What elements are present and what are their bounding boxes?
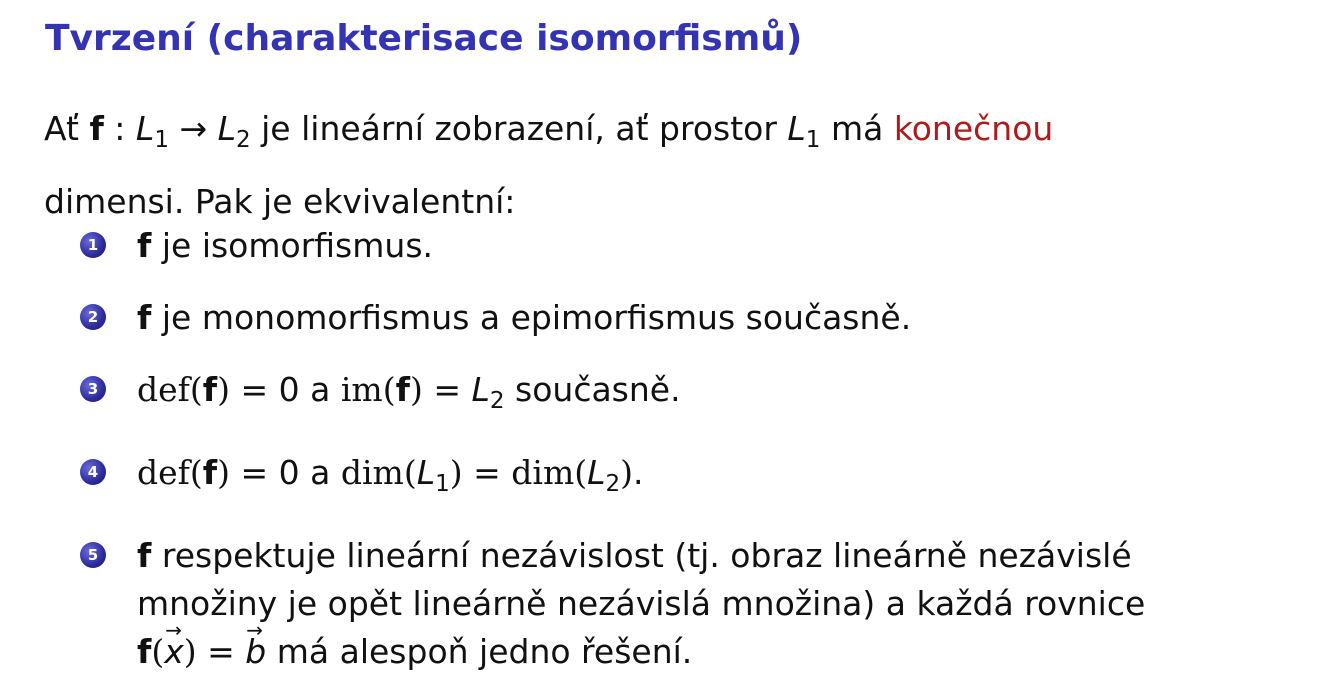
vector-x: → x xyxy=(164,628,184,676)
arrow: → xyxy=(179,109,208,148)
dim-operator: dim xyxy=(511,453,575,492)
list-item xyxy=(80,449,1300,508)
map-f: f xyxy=(137,536,152,575)
word-a: a xyxy=(310,453,331,492)
number-badge: 1 xyxy=(80,232,106,258)
space-l2 xyxy=(587,453,621,497)
equals-zero: = 0 xyxy=(240,453,300,492)
subscript: 1 xyxy=(435,471,450,497)
word-a: a xyxy=(310,370,331,409)
statement-text: je lineární zobrazení, ať prostor xyxy=(261,109,777,148)
def-operator: def xyxy=(137,453,190,492)
subscript: 2 xyxy=(236,127,251,153)
word-ma: má xyxy=(830,109,884,148)
paren: ( xyxy=(189,370,203,409)
paren: ) xyxy=(620,453,634,492)
paren: ) xyxy=(183,632,197,671)
list-item xyxy=(80,222,1300,270)
space-letter: L xyxy=(587,453,606,492)
map-f: f xyxy=(202,370,218,409)
map-f: f xyxy=(137,632,152,671)
subscript: 2 xyxy=(489,388,505,414)
paren: ( xyxy=(574,453,588,492)
dim-operator: dim xyxy=(340,453,404,492)
item-text: je monomorfismus a epimorfismus současně. xyxy=(161,298,912,337)
space-l1 xyxy=(416,453,450,497)
item-text: respektuje lineární nezávislost (tj. obraz lineárně nezávislé xyxy=(161,536,1132,575)
map-f: f xyxy=(395,370,410,409)
paren: ) xyxy=(409,370,423,409)
space-letter: L xyxy=(471,370,490,409)
item-line-2: množiny je opět lineárně nezávislá množina) a každá rovnice xyxy=(137,584,1146,623)
theorem-statement xyxy=(44,98,1294,233)
space-letter: L xyxy=(787,109,806,148)
map-f: f xyxy=(202,453,218,492)
vector-b: → b xyxy=(245,628,266,676)
space-l2 xyxy=(471,370,505,414)
equals: = xyxy=(207,632,235,671)
word-at: Ať xyxy=(44,109,79,148)
item-line-1 xyxy=(137,532,1300,580)
im-operator: im xyxy=(340,370,383,409)
equals: = xyxy=(433,370,461,409)
paren: ( xyxy=(382,370,396,409)
subscript: 1 xyxy=(805,127,821,153)
subscript: 1 xyxy=(154,127,169,153)
paren: ( xyxy=(403,453,417,492)
statement-line-1 xyxy=(44,98,1294,171)
map-f: f xyxy=(137,226,152,265)
space-letter: L xyxy=(416,453,436,492)
space-l2 xyxy=(217,109,251,153)
slide-title: Tvrzení (charakterisace isomorfismů) xyxy=(45,18,803,59)
space-letter: L xyxy=(217,109,236,148)
item-text: současně. xyxy=(515,370,681,409)
map-f: f xyxy=(89,109,104,148)
number-badge: 4 xyxy=(80,459,106,485)
paren: ) xyxy=(217,370,230,409)
list-item xyxy=(80,294,1300,342)
map-f: f xyxy=(137,298,152,337)
list-item xyxy=(80,366,1300,425)
paren: ) xyxy=(217,453,230,492)
equivalence-list xyxy=(80,222,1300,700)
number-badge: 2 xyxy=(80,304,106,330)
number-badge: 5 xyxy=(80,542,106,568)
item-text: je isomorfismus. xyxy=(161,226,433,265)
period: . xyxy=(633,453,644,492)
subscript: 2 xyxy=(605,471,621,497)
list-item xyxy=(80,532,1300,676)
number-badge: 3 xyxy=(80,376,106,402)
space-l1 xyxy=(135,109,169,153)
item-line-3 xyxy=(137,628,1300,676)
equals-zero: = 0 xyxy=(240,370,300,409)
def-operator: def xyxy=(137,370,190,409)
paren: ( xyxy=(189,453,203,492)
item-text: má alespoň jedno řešení. xyxy=(276,632,693,671)
paren: ) xyxy=(449,453,463,492)
paren: ( xyxy=(151,632,165,671)
space-l1 xyxy=(787,109,821,153)
highlight-word: konečnou xyxy=(893,109,1054,148)
equals: = xyxy=(473,453,501,492)
colon: : xyxy=(114,109,126,148)
statement-line-2: dimensi. Pak je ekvivalentní: xyxy=(44,182,516,221)
space-letter: L xyxy=(135,109,155,148)
